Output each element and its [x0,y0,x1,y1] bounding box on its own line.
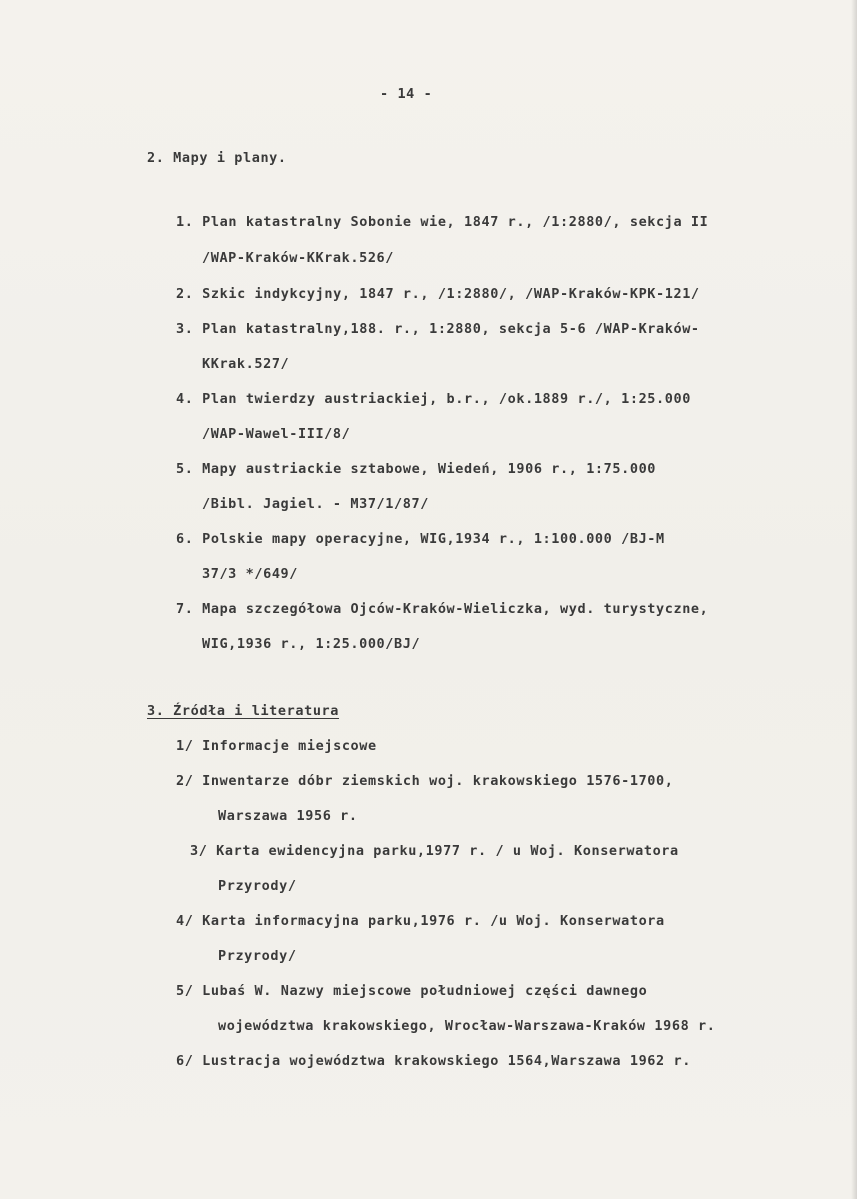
list-item-continuation: Warszawa 1956 r. [218,808,358,824]
list-item: 5/ Lubaś W. Nazwy miejscowe południowej części dawnego [176,983,648,999]
list-item: 6/ Lustracja województwa krakowskiego 1564,Warszawa 1962 r. [176,1053,691,1069]
list-item: 4. Plan twierdzy austriackiej, b.r., /ok.1889 r./, 1:25.000 [176,391,691,407]
list-item-continuation: WIG,1936 r., 1:25.000/BJ/ [202,636,421,652]
list-item-continuation: /WAP-Wawel-III/8/ [202,426,351,442]
page-number: - 14 - [380,86,433,102]
list-item-continuation: województwa krakowskiego, Wrocław-Warszawa-Kraków 1968 r. [218,1018,716,1034]
list-item: 1. Plan katastralny Sobonie wie, 1847 r., /1:2880/, sekcja II [176,214,709,230]
list-item-continuation: Przyrody/ [218,948,297,964]
list-item: 7. Mapa szczegółowa Ojców-Kraków-Wieliczka, wyd. turystyczne, [176,601,709,617]
list-item: 6. Polskie mapy operacyjne, WIG,1934 r., 1:100.000 /BJ-M [176,531,665,547]
list-item-continuation: /Bibl. Jagiel. - M37/1/87/ [202,496,429,512]
list-item: 3/ Karta ewidencyjna parku,1977 r. / u Woj. Konserwatora [190,843,679,859]
list-item-continuation: /WAP-Kraków-KKrak.526/ [202,250,395,266]
section-3-title: 3. Źródła i literatura [147,703,340,719]
list-item: 2/ Inwentarze dóbr ziemskich woj. krakowskiego 1576-1700, [176,773,674,789]
list-item: 1/ Informacje miejscowe [176,738,377,754]
list-item-continuation: KKrak.527/ [202,356,290,372]
page-edge-shadow [851,0,857,1199]
list-item-continuation: Przyrody/ [218,878,297,894]
list-item: 2. Szkic indykcyjny, 1847 r., /1:2880/, /WAP-Kraków-KPK-121/ [176,286,700,302]
list-item: 3. Plan katastralny,188. r., 1:2880, sekcja 5-6 /WAP-Kraków- [176,321,700,337]
list-item: 4/ Karta informacyjna parku,1976 r. /u Woj. Konserwatora [176,913,665,929]
list-item: 5. Mapy austriackie sztabowe, Wiedeń, 1906 r., 1:75.000 [176,461,657,477]
section-2-title: 2. Mapy i plany. [147,150,287,166]
list-item-continuation: 37/3 */649/ [202,566,299,582]
